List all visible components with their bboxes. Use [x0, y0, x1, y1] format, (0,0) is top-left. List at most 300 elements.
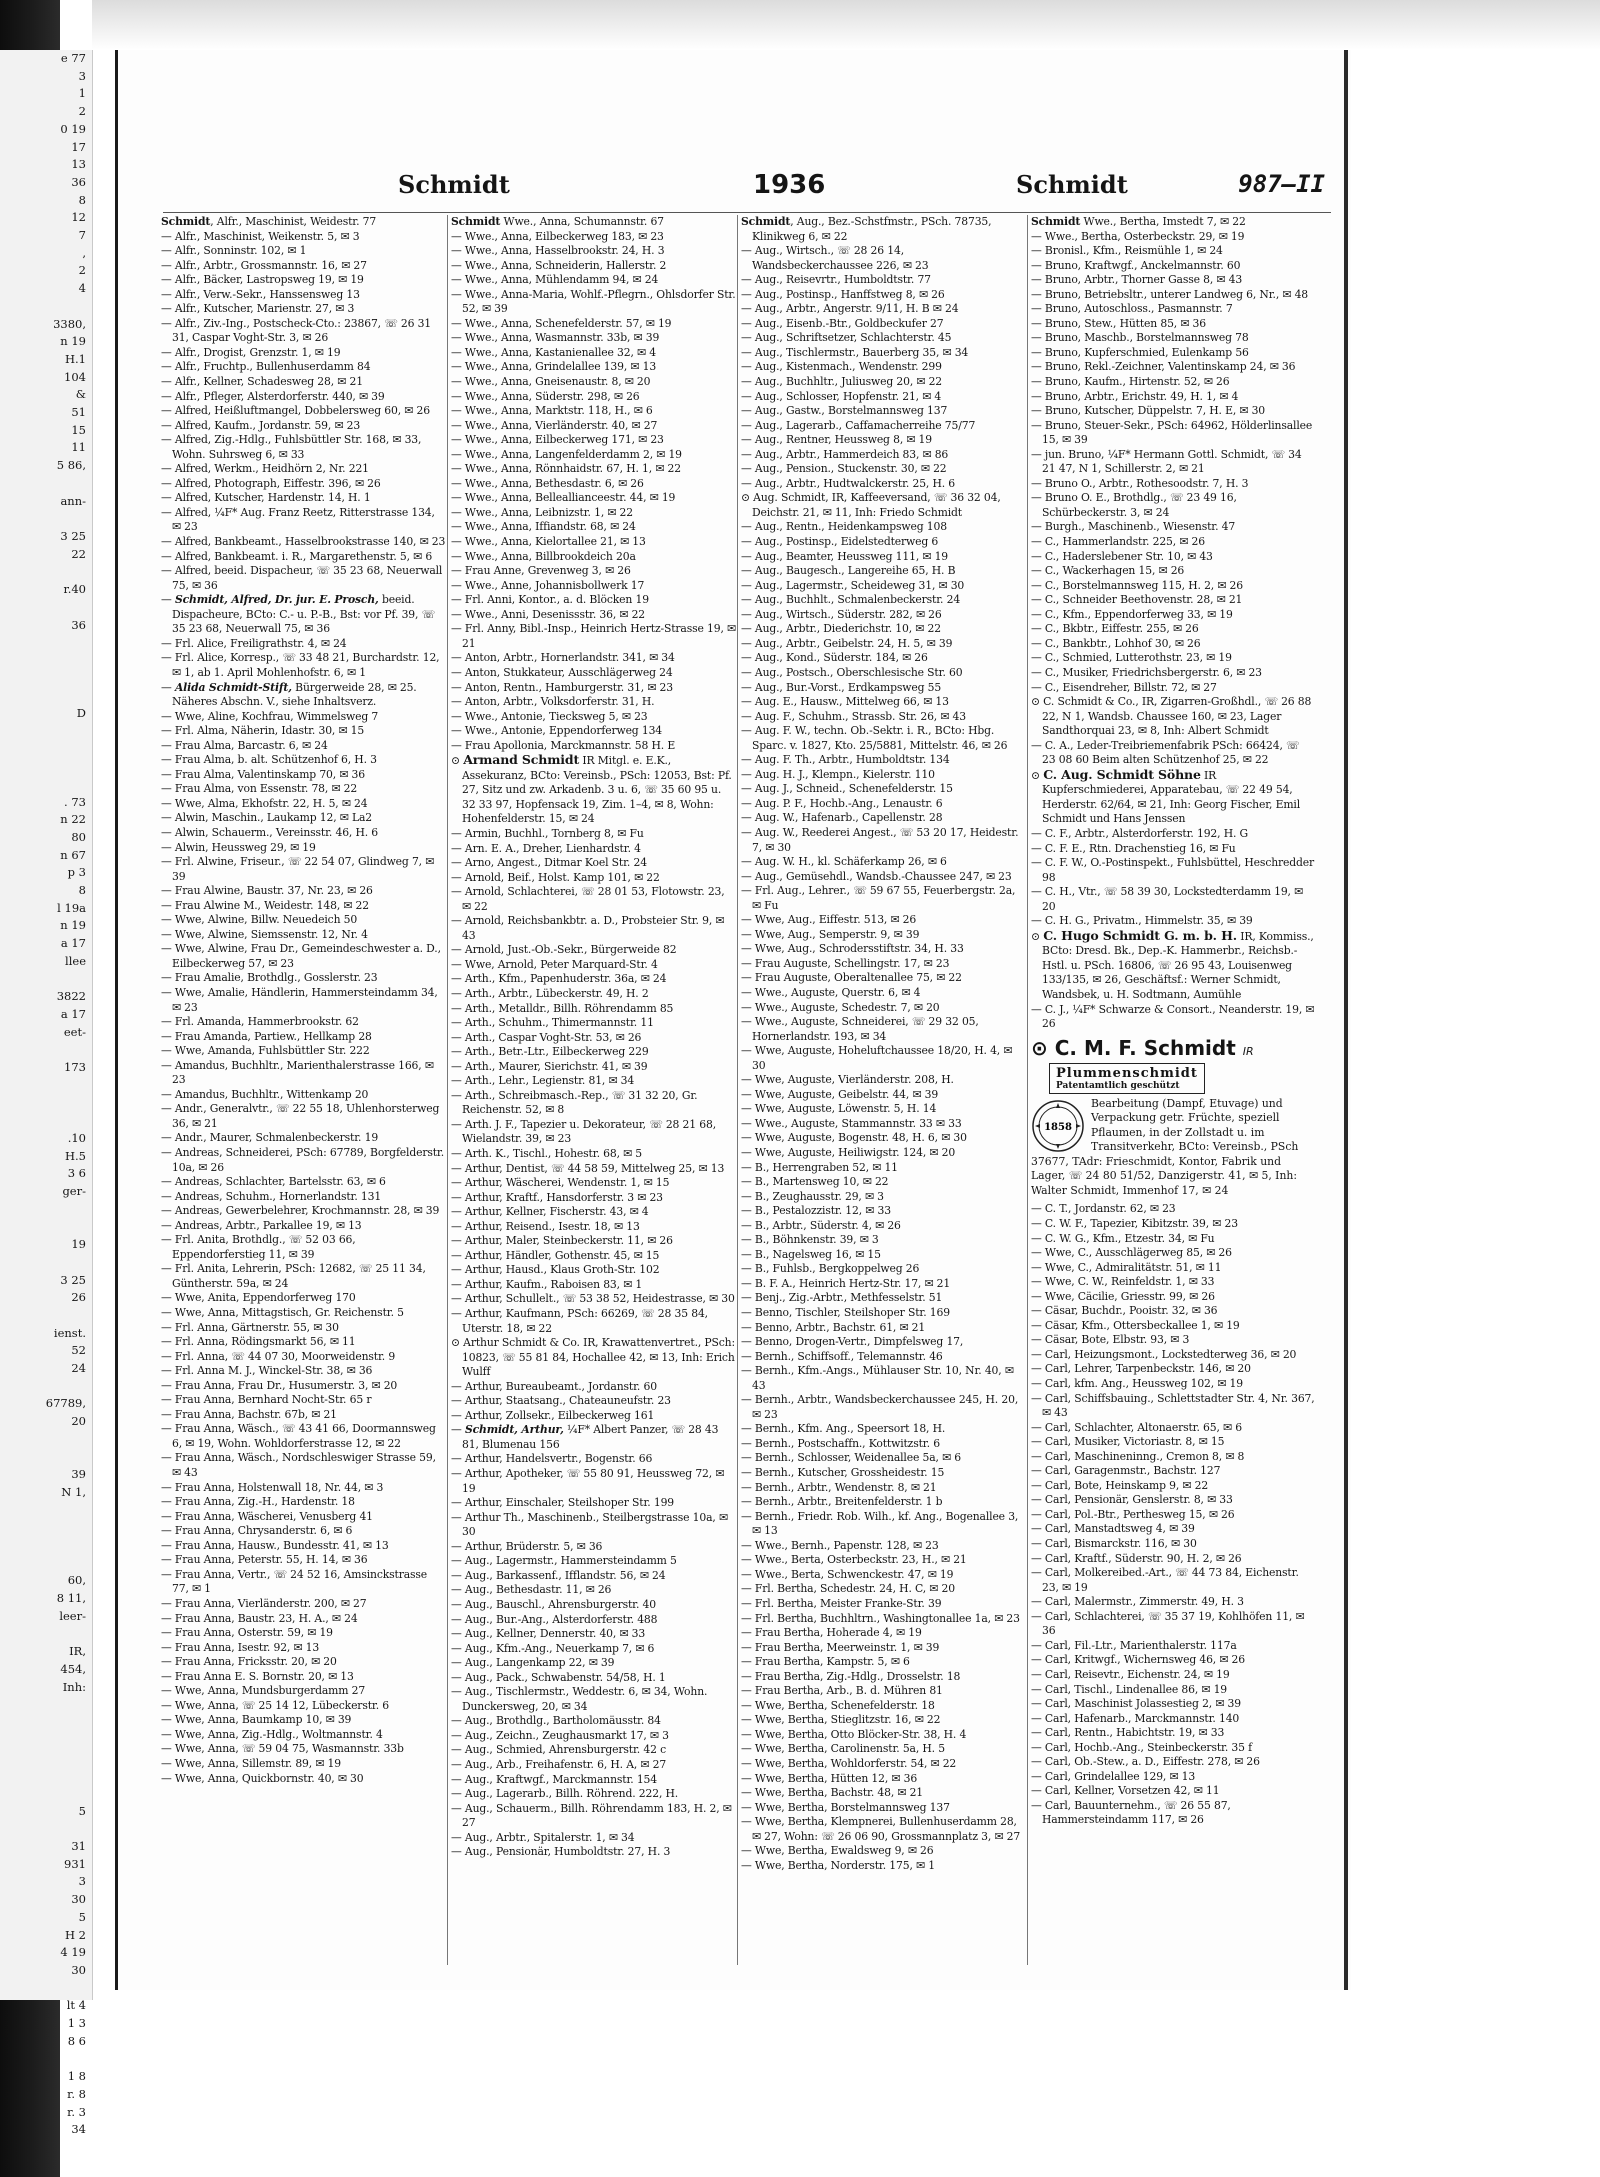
margin-fragment: p 3	[67, 865, 86, 880]
margin-fragment: 11	[71, 440, 86, 455]
margin-fragment: 34	[71, 2122, 86, 2137]
margin-fragment: 4	[78, 281, 86, 296]
directory-entry: — Aug., Tischlermstr., Weddestr. 6, ✉ 34, Wohn. Dunckersweg, 20, ✉ 34	[451, 1685, 708, 1713]
margin-fragment: leer-	[59, 1608, 86, 1623]
directory-entry: — Alfr., Drogist, Grenzstr. 1, ✉ 19	[161, 345, 341, 359]
column-2	[451, 215, 736, 1995]
directory-entry: ⊙ Aug. Schmidt, IR, Kaffeeversand, ☏ 36 32 04, Deichstr. 21, ✉ 11, Inh: Friedo Schmidt	[741, 491, 1001, 519]
directory-entry: — Carl, Lehrer, Tarpenbeckstr. 146, ✉ 20	[1031, 1362, 1251, 1376]
directory-entry: — Wwe, Anna, Sillemstr. 89, ✉ 19	[161, 1756, 341, 1770]
directory-entry: — Arth. K., Tischl., Hohestr. 68, ✉ 5	[451, 1147, 643, 1160]
directory-entry: — Frl. Anna M. J., Winckel-Str. 38, ✉ 36	[161, 1364, 373, 1378]
directory-entry: — Aug. H. J., Klempn., Kielerstr. 110	[741, 767, 935, 781]
directory-entry: — C., Hammerlandstr. 225, ✉ 26	[1031, 535, 1205, 549]
directory-entry: — Aug. P. F., Hochb.-Ang., Lenaustr. 6	[741, 796, 943, 810]
directory-entry: — Alfred, Werkm., Heidhörn 2, Nr. 221	[161, 462, 369, 476]
margin-fragment: 7	[78, 228, 86, 243]
directory-entry: — Aug., Zeichn., Zeughausmarkt 17, ✉ 3	[451, 1728, 669, 1742]
directory-entry: — Wwe, Bertha, Ewaldsweg 9, ✉ 26	[741, 1844, 934, 1858]
directory-entry: — Aug., Bur.-Vorst., Erdkampsweg 55	[741, 680, 942, 694]
trademark-box	[1049, 1063, 1205, 1094]
directory-entry: — Wwe, Bertha, Norderstr. 175, ✉ 1	[741, 1858, 935, 1872]
column-divider-3	[1027, 215, 1028, 1965]
directory-entry: — Wwe, Anna, ☏ 59 04 75, Wasmannstr. 33b	[161, 1742, 404, 1756]
margin-fragment	[0, 1714, 92, 1732]
header-rule	[163, 212, 1331, 213]
cmf-ad-text: Bearbeitung (Dampf, Etuvage) und Verpackung getr. Früchte, speziell Pflaumen, in der Zollstadt u. im Transitverkehr, BCto: Vereinsb., PSch 37677, TAdr: Frieschmidt, Kontor, Fabrik und Lager, ☏ 24 80 51/52, Danzigerstr. 41, ✉ 5, Inh: Walter Schmidt, Immenhof 17, ✉ 24	[1031, 1096, 1299, 1197]
directory-entry: — Arth., Schreibmasch.-Rep., ☏ 31 32 20, Gr. Reichenstr. 52, ✉ 8	[451, 1088, 698, 1117]
directory-entry: — Amandus, Buchhltr., Wittenkamp 20	[161, 1087, 369, 1101]
directory-entry: — Carl, Hafenarb., Marckmannstr. 140	[1031, 1711, 1240, 1725]
directory-entry: — Aug., Beamter, Heussweg 111, ✉ 19	[741, 549, 949, 563]
directory-entry: — Wwe, Bertha, Carolinenstr. 5a, H. 5	[741, 1742, 945, 1756]
directory-entry: — Aug. W., Reederei Angest., ☏ 53 20 17, Heidestr. 7, ✉ 30	[741, 825, 1019, 854]
header-year: 1936	[753, 170, 826, 200]
directory-entry: — Carl, Bauunternehm., ☏ 26 55 87, Hammersteindamm 117, ✉ 26	[1031, 1798, 1231, 1827]
margin-fragment	[0, 670, 92, 688]
directory-entry: — Bruno, Stew., Hütten 85, ✉ 36	[1031, 316, 1206, 330]
margin-fragment: 5 86,	[56, 458, 86, 473]
margin-fragment	[0, 1537, 92, 1555]
directory-entry: — Alfr., Sonninstr. 102, ✉ 1	[161, 244, 307, 258]
margin-fragment	[0, 1767, 92, 1785]
directory-entry: — Aug., Brothdlg., Bartholomäusstr. 84	[451, 1714, 661, 1728]
margin-fragment	[0, 758, 92, 776]
directory-entry: — Wwe., Anna, Schneiderin, Hallerstr. 2	[451, 258, 667, 272]
margin-fragment: 931	[64, 1856, 86, 1871]
directory-entry: — Aug., Arbtr., Hammerdeich 83, ✉ 86	[741, 447, 949, 461]
directory-entry: — Wwe., Berta, Osterbeckstr. 23, H., ✉ 21	[741, 1553, 967, 1567]
directory-entry: — Aug., Buchhlt., Schmalenbeckerstr. 24	[741, 593, 961, 607]
margin-fragment: N 1,	[61, 1484, 86, 1499]
directory-entry: — Arth., Metalldr., Billh. Röhrendamm 85	[451, 1001, 674, 1015]
directory-entry: — Wwe, Alwine, Billw. Neuedeich 50	[161, 913, 358, 927]
margin-fragment: 5	[78, 1909, 86, 1924]
directory-entry: — Bruno, Autoschloss., Pasmannstr. 7	[1031, 302, 1233, 316]
directory-entry: — Bernh., Postschaffn., Kottwitzstr. 6	[741, 1436, 940, 1450]
directory-entry: — Aug., Bethesdastr. 11, ✉ 26	[451, 1583, 612, 1597]
directory-entry: — Carl, Tischl., Lindenallee 86, ✉ 19	[1031, 1682, 1228, 1696]
directory-entry: — B., Zeughausstr. 29, ✉ 3	[741, 1189, 884, 1203]
directory-entry: — Arth., Caspar Voght-Str. 53, ✉ 26	[451, 1030, 642, 1044]
margin-fragment: 1 8	[67, 2069, 86, 2084]
directory-entry: ⊙ C. Hugo Schmidt G. m. b. H. IR, Kommiss., BCto: Dresd. Bk., Dep.-K. Hammerbr., Reichsb.-Hstl. u. PSch. 16806, ☏ 26 95 43, Louisenweg 133/135, ✉ 26, Geschäftsf.: Werner Schmidt, Wandsbek, u. H. Sodtmann, Aumühle	[1031, 927, 1314, 1001]
directory-entry: — Frau Alma, von Essenstr. 78, ✉ 22	[161, 782, 358, 796]
directory-entry: — Frau Anna, Holstenwall 18, Nr. 44, ✉ 3	[161, 1480, 384, 1494]
directory-entry: — Bronisl., Kfm., Reismühle 1, ✉ 24	[1031, 244, 1223, 258]
margin-fragment: 1	[78, 86, 86, 101]
directory-entry: — Wwe, Aug., Semperstr. 9, ✉ 39	[741, 927, 920, 941]
directory-entry: — Carl, Hochb.-Ang., Steinbeckerstr. 35 f	[1031, 1740, 1252, 1754]
margin-fragment: llee	[65, 953, 86, 968]
directory-entry: ⊙ Armand Schmidt IR Mitgl. e. E.K., Assekuranz, BCto: Vereinsb., PSch: 12053, Bst: Pf. 27, Sitz und zw. Arkadenb. 3 u. 6, ☏ 35 60 95 u. 32 33 97, Hopfensack 19, Zim. 1–4, ✉ 8, Wohn: Hohenfelderstr. 15, ✉ 24	[451, 752, 732, 826]
directory-entry: — C. F. W., O.-Postinspekt., Fuhlsbüttel, Heschredder 98	[1031, 856, 1315, 884]
margin-fragment: n 19	[60, 918, 86, 933]
directory-entry: — B. F. A., Heinrich Hertz-Str. 17, ✉ 21	[741, 1276, 951, 1290]
directory-entry: — C. T., Jordanstr. 62, ✉ 23	[1031, 1202, 1176, 1216]
directory-entry: — Frl. Bertha, Meister Franke-Str. 39	[741, 1596, 942, 1610]
directory-entry: — Wwe, Aug., Schrodersstiftstr. 34, H. 33	[741, 942, 964, 956]
directory-entry: — Wwe., Anna, Mühlendamm 94, ✉ 24	[451, 273, 659, 287]
margin-fragment	[0, 740, 92, 758]
directory-entry: — Aug., Arbtr., Hudtwalckerstr. 25, H. 6	[741, 476, 956, 490]
directory-entry: — Wwe, Anita, Eppendorferweg 170	[161, 1291, 356, 1305]
directory-entry: — Bruno O., Arbtr., Rothesoodstr. 7, H. 3	[1031, 476, 1249, 490]
directory-entry: — Carl, Pol.-Btr., Perthesweg 15, ✉ 26	[1031, 1507, 1235, 1521]
directory-entry: — Aug., Gastw., Borstelmannsweg 137	[741, 404, 948, 418]
directory-entry: — Aug., Schauerm., Billh. Röhrendamm 183, H. 2, ✉ 27	[451, 1801, 732, 1830]
directory-entry: — Alfr., Ziv.-Ing., Postscheck-Cto.: 23867, ☏ 26 31 31, Caspar Voght-Str. 3, ✉ 26	[161, 316, 432, 345]
directory-entry: — Frl. Anna, Rödingsmarkt 56, ✉ 11	[161, 1335, 356, 1349]
directory-entry: — Alfred, ¼F* Aug. Franz Reetz, Ritterstrasse 134, ✉ 23	[161, 505, 435, 534]
directory-entry: — Aug., Schmied, Ahrensburgerstr. 42 c	[451, 1743, 666, 1757]
directory-page	[115, 50, 1351, 1990]
directory-entry: — Bruno, Betriebsltr., unterer Landweg 6, Nr., ✉ 48	[1031, 287, 1309, 301]
directory-entry: — Carl, kfm. Ang., Heussweg 102, ✉ 19	[1031, 1377, 1243, 1391]
directory-entry: — B., Martensweg 10, ✉ 22	[741, 1175, 889, 1189]
directory-entry: — Aug., Kraftwgf., Marckmannstr. 154	[451, 1772, 657, 1786]
directory-entry: — Carl, Schlachterei, ☏ 35 37 19, Kohlhöfen 11, ✉ 36	[1031, 1609, 1305, 1638]
directory-entry: — Wwe., Bernh., Papenstr. 128, ✉ 23	[741, 1538, 939, 1552]
margin-fragment: 80	[71, 829, 86, 844]
directory-entry: — Arth., Lehr., Legienstr. 81, ✉ 34	[451, 1074, 635, 1088]
directory-entry: — Arthur, Reisend., Isestr. 18, ✉ 13	[451, 1219, 640, 1233]
directory-entry: — Andr., Maurer, Schmalenbeckerstr. 19	[161, 1131, 379, 1145]
margin-fragment	[0, 1732, 92, 1750]
previous-page-margin	[0, 50, 93, 2137]
directory-entry: — Bernh., Friedr. Rob. Wilh., kf. Ang., Bogenallee 3, ✉ 13	[741, 1509, 1019, 1538]
margin-fragment: 3380,	[53, 316, 86, 331]
margin-fragment: 30	[71, 1892, 86, 1907]
directory-entry: — Frau Anna, Vertr., ☏ 24 52 16, Amsinckstrasse 77, ✉ 1	[161, 1567, 428, 1596]
directory-entry: — Frau Bertha, Hoherade 4, ✉ 19	[741, 1626, 922, 1640]
directory-entry: — Alfr., Maschinist, Weikenstr. 5, ✉ 3	[161, 229, 360, 243]
directory-entry: — Arth., Arbtr., Lübeckerstr. 49, H. 2	[451, 986, 649, 1000]
directory-entry: — Aug., Barkassenf., Ifflandstr. 56, ✉ 24	[451, 1568, 666, 1582]
margin-fragment: 5	[78, 1803, 86, 1818]
directory-entry: — Wwe, C., Ausschlägerweg 85, ✉ 26	[1031, 1246, 1232, 1260]
directory-entry: — Carl, Ob.-Stew., a. D., Eiffestr. 278, ✉ 26	[1031, 1755, 1260, 1769]
directory-entry: — Bruno, Steuer-Sekr., PSch: 64962, Hölderlinsallee 15, ✉ 39	[1031, 418, 1313, 447]
directory-entry: — Aug., Kfm.-Ang., Neuerkamp 7, ✉ 6	[451, 1641, 655, 1655]
directory-entry: — Aug., Lagerarb., Billh. Röhrend. 222, H.	[451, 1787, 679, 1801]
directory-entry: — Aug., Langenkamp 22, ✉ 39	[451, 1656, 615, 1670]
margin-fragment: 2	[78, 263, 86, 278]
directory-entry: — Wwe, Bertha, Wohldorferstr. 54, ✉ 22	[741, 1756, 957, 1770]
directory-entry: — Wwe, Bertha, Hütten 12, ✉ 36	[741, 1771, 918, 1785]
directory-entry: — Arnold, Schlachterei, ☏ 28 01 53, Flotowstr. 23, ✉ 22	[451, 885, 725, 913]
directory-entry: — Aug. F. W., techn. Ob.-Sektr. i. R., BCto: Hbg. Sparc. v. 1827, Kto. 25/5881, Mittelstr. 46, ✉ 26	[741, 724, 1008, 752]
directory-entry: — Aug., Bauschl., Ahrensburgerstr. 40	[451, 1597, 656, 1611]
directory-entry: — Wwe, Bertha, Schenefelderstr. 18	[741, 1698, 935, 1712]
directory-entry: — Cäsar, Bote, Elbstr. 93, ✉ 3	[1031, 1333, 1190, 1347]
margin-fragment: n 19	[60, 334, 86, 349]
margin-fragment: 8	[78, 192, 86, 207]
header-page-number: 987—II	[1238, 170, 1325, 198]
directory-entry: — Benno, Drogen-Vertr., Dimpfelsweg 17,	[741, 1335, 964, 1349]
directory-entry: — Carl, Malermstr., Zimmerstr. 49, H. 3	[1031, 1595, 1244, 1609]
seal-icon	[1031, 1099, 1085, 1153]
margin-fragment: 24	[71, 1361, 86, 1376]
directory-entry: — Cäsar, Kfm., Ottersbeckallee 1, ✉ 19	[1031, 1318, 1240, 1332]
directory-entry: — Arth. J. F., Tapezier u. Dekorateur, ☏ 28 21 68, Wielandstr. 39, ✉ 23	[451, 1117, 716, 1146]
directory-entry: — Alfred, Bankbeamt. i. R., Margarethenstr. 5, ✉ 6	[161, 549, 433, 563]
margin-fragment	[0, 1449, 92, 1467]
column-4-entries-continued	[1031, 1202, 1316, 1828]
directory-entry: — Wwe., Anna, Eilbeckerweg 171, ✉ 23	[451, 433, 664, 447]
margin-fragment: 12	[71, 210, 86, 225]
page-edge	[1344, 50, 1348, 1990]
directory-entry: — Wwe., Anna, Grindelallee 139, ✉ 13	[451, 360, 657, 374]
directory-entry: — Arn. E. A., Dreher, Lienhardstr. 4	[451, 841, 641, 855]
directory-entry: — Bruno, Arbtr., Erichstr. 49, H. 1, ✉ 4	[1031, 389, 1239, 403]
directory-entry: — Anton, Arbtr., Hornerlandstr. 341, ✉ 34	[451, 651, 675, 665]
directory-entry: — Frau Anne, Grevenweg 3, ✉ 26	[451, 564, 631, 578]
trademark-name: Plummenschmidt	[1056, 1065, 1198, 1081]
directory-entry: — Amandus, Buchhltr., Marienthalerstrasse 166, ✉ 23	[161, 1058, 434, 1087]
directory-entry: — Aug., Lagerarb., Caffamacherreihe 75/77	[741, 418, 976, 432]
margin-fragment: r. 8	[67, 2086, 86, 2101]
directory-entry: — Alfr., Verw.-Sekr., Hanssensweg 13	[161, 287, 360, 301]
directory-entry: — Aug., Bur.-Ang., Alsterdorferstr. 488	[451, 1612, 658, 1626]
directory-entry: — Frau Anna, Vierländerstr. 200, ✉ 27	[161, 1596, 367, 1610]
margin-fragment: . 73	[64, 794, 86, 809]
directory-entry: — Frl. Bertha, Buchhltrn., Washingtonallee 1a, ✉ 23	[741, 1611, 1020, 1625]
directory-entry: — Aug. W. H., kl. Schäferkamp 26, ✉ 6	[741, 855, 947, 869]
margin-fragment: 8 6	[67, 2033, 86, 2048]
directory-entry: — Wwe., Anna, Gneisenaustr. 8, ✉ 20	[451, 375, 651, 389]
directory-entry: — B., Herrengraben 52, ✉ 11	[741, 1160, 898, 1174]
margin-fragment: 8	[78, 883, 86, 898]
margin-fragment: 67789,	[45, 1396, 86, 1411]
directory-entry: — Arthur, Kaufm., Raboisen 83, ✉ 1	[451, 1277, 643, 1291]
margin-fragment: a 17	[60, 936, 86, 951]
column-4	[1031, 215, 1316, 1995]
directory-entry: — Bruno O. E., Brothdlg., ☏ 23 49 16, Schürbeckerstr. 3, ✉ 24	[1031, 491, 1237, 519]
directory-entry: — Frl. Alice, Freiligrathstr. 4, ✉ 24	[161, 636, 347, 650]
directory-entry: — Aug., Kistenmach., Wendenstr. 299	[741, 360, 942, 374]
directory-entry: — C., Schmied, Lutterothstr. 23, ✉ 19	[1031, 651, 1232, 665]
margin-fragment: 3 25	[60, 528, 86, 543]
directory-entry: — Armin, Buchhl., Tornberg 8, ✉ Fu	[451, 826, 644, 840]
directory-entry: — Carl, Bismarckstr. 116, ✉ 30	[1031, 1537, 1197, 1551]
directory-entry: — Wwe., Bertha, Osterbeckstr. 29, ✉ 19	[1031, 229, 1245, 243]
margin-fragment: eet-	[63, 1024, 86, 1039]
directory-entry: — Bruno, Kutscher, Düppelstr. 7, H. E, ✉ 30	[1031, 404, 1266, 418]
directory-entry: — C., Haderslebener Str. 10, ✉ 43	[1031, 549, 1213, 563]
directory-entry: — Wwe., Anna, Süderstr. 298, ✉ 26	[451, 389, 640, 403]
directory-entry: — Carl, Reisevtr., Eichenstr. 24, ✉ 19	[1031, 1667, 1230, 1681]
directory-entry: — Frau Auguste, Oberaltenallee 75, ✉ 22	[741, 971, 962, 985]
directory-entry: — Carl, Pensionär, Genslerstr. 8, ✉ 33	[1031, 1493, 1233, 1507]
margin-fragment: 51	[71, 405, 86, 420]
cmf-schmidt-advertisement	[1031, 1036, 1316, 1199]
margin-fragment: Inh:	[62, 1679, 86, 1694]
margin-fragment: 20	[71, 1414, 86, 1429]
directory-entry: — Aug., Arb., Freihafenstr. 6, H. A, ✉ 27	[451, 1757, 667, 1771]
directory-entry: — Frau Bertha, Zig.-Hdlg., Drosselstr. 18	[741, 1669, 961, 1683]
directory-entry: — Wwe., Auguste, Querstr. 6, ✉ 4	[741, 985, 921, 999]
directory-entry: — Frau Anna, Isestr. 92, ✉ 13	[161, 1640, 320, 1654]
directory-entry: — C., Eisendreher, Billstr. 72, ✉ 27	[1031, 680, 1217, 694]
margin-fragment: ger-	[62, 1184, 86, 1198]
directory-entry: — Wwe., Auguste, Stammannstr. 33 ✉ 33	[741, 1116, 962, 1130]
margin-fragment: 26	[71, 1290, 86, 1305]
directory-entry: — Arth., Betr.-Ltr., Eilbeckerweg 229	[451, 1045, 649, 1059]
directory-entry: — Carl, Molkereibed.-Art., ☏ 44 73 84, Eichenstr. 23, ✉ 19	[1031, 1566, 1299, 1594]
directory-entry: — Andreas, Schneiderei, PSch: 67789, Borgfelderstr. 10a, ✉ 26	[161, 1146, 445, 1174]
directory-entry: — Wwe., Anna, Kielortallee 21, ✉ 13	[451, 535, 646, 549]
directory-entry: — Aug., Kellner, Dennerstr. 40, ✉ 33	[451, 1627, 646, 1641]
margin-fragment: n 22	[60, 812, 86, 827]
directory-entry: — Wwe, Anna, Mundsburgerdamm 27	[161, 1684, 366, 1698]
margin-fragment: 8 11,	[56, 1591, 86, 1606]
directory-entry: — Wwe., Anna, Eilbeckerweg 183, ✉ 23	[451, 229, 664, 243]
directory-entry: — Wwe., Anna, Schenefelderstr. 57, ✉ 19	[451, 316, 672, 330]
margin-fragment: D	[76, 706, 86, 721]
directory-entry: — Alfred, Zig.-Hdlg., Fuhlsbüttler Str. 168, ✉ 33, Wohn. Suhrsweg 6, ✉ 33	[161, 433, 422, 461]
directory-entry: — Arthur, Wäscherei, Wendenstr. 1, ✉ 15	[451, 1176, 670, 1190]
margin-fragment: .10	[67, 1130, 86, 1145]
directory-entry: — Wwe, Bertha, Otto Blöcker-Str. 38, H. 4	[741, 1727, 967, 1741]
margin-fragment: 3	[78, 1874, 86, 1889]
directory-entry: — Aug., Rentn., Heidenkampsweg 108	[741, 520, 947, 534]
directory-entry: — Benno, Arbtr., Bachstr. 61, ✉ 21	[741, 1320, 926, 1334]
directory-entry: — Alfr., Pfleger, Alsterdorferstr. 440, ✉ 39	[161, 389, 385, 403]
directory-entry: — Frl. Anni, Kontor., a. d. Blöcken 19	[451, 593, 649, 607]
directory-entry: — Frau Anna, Frau Dr., Husumerstr. 3, ✉ 20	[161, 1378, 398, 1392]
directory-entry: — Wwe, Anna, Baumkamp 10, ✉ 39	[161, 1713, 352, 1727]
directory-entry: — Arthur, Apotheker, ☏ 55 80 91, Heussweg 72, ✉ 19	[451, 1467, 725, 1495]
directory-entry: — Wwe, Auguste, Geibelstr. 44, ✉ 39	[741, 1087, 939, 1101]
directory-entry: — Aug., Postinsp., Hanffstweg 8, ✉ 26	[741, 287, 945, 301]
directory-entry: — Wwe, Amanda, Fuhlsbüttler Str. 222	[161, 1044, 370, 1058]
directory-entry: — Carl, Rentn., Habichtstr. 19, ✉ 33	[1031, 1726, 1225, 1740]
directory-entry: — Aug., Pensionär, Humboldtstr. 27, H. 3	[451, 1845, 671, 1859]
directory-entry: — Carl, Schiffsbauing., Schlettstadter Str. 4, Nr. 367, ✉ 43	[1031, 1391, 1315, 1420]
directory-entry: — Aug., Lagermstr., Scheideweg 31, ✉ 30	[741, 578, 965, 592]
margin-fragment: 31	[71, 1839, 86, 1854]
directory-entry: — Andreas, Gewerbelehrer, Krochmannstr. 28, ✉ 39	[161, 1204, 440, 1218]
directory-entry: — Wwe., Anna, Iffiandstr. 68, ✉ 24	[451, 520, 636, 534]
margin-fragment: 3 25	[60, 1272, 86, 1287]
directory-entry: — Arthur, Dentist, ☏ 44 58 59, Mittelweg 25, ✉ 13	[451, 1161, 725, 1175]
directory-entry: — Bernh., Arbtr., Wandsbeckerchaussee 245, H. 20, ✉ 23	[741, 1393, 1019, 1421]
directory-entry: — Alwin, Maschin., Laukamp 12, ✉ La2	[161, 811, 373, 825]
margin-fragment: 15	[71, 422, 86, 437]
directory-entry: — Bernh., Schiffsoff., Telemannstr. 46	[741, 1349, 943, 1363]
margin-fragment: H.1	[64, 351, 86, 366]
directory-entry: — Wwe, Bertha, Bachstr. 48, ✉ 21	[741, 1786, 924, 1800]
directory-entry: — Frau Auguste, Schellingstr. 17, ✉ 23	[741, 956, 950, 970]
directory-entry: — Bruno, Kraftwgf., Anckelmannstr. 60	[1031, 258, 1241, 272]
margin-fragment: 454,	[60, 1661, 86, 1676]
directory-entry: — Frau Anna, Chrysanderstr. 6, ✉ 6	[161, 1524, 353, 1538]
directory-entry: — Frau Amalie, Brothdlg., Gosslerstr. 23	[161, 971, 378, 985]
directory-entry: — Alfr., Kutscher, Marienstr. 27, ✉ 3	[161, 302, 355, 316]
margin-fragment	[0, 1626, 92, 1644]
directory-entry: — Aug., Arbtr., Angerstr. 9/11, H. B ✉ 24	[741, 302, 959, 316]
margin-fragment	[0, 1307, 92, 1325]
directory-entry: — Frau Bertha, Arb., B. d. Mühren 81	[741, 1684, 943, 1698]
margin-fragment: 60,	[67, 1573, 86, 1588]
directory-entry: — Arnold, Just.-Ob.-Sekr., Bürgerweide 82	[451, 943, 677, 957]
margin-fragment	[0, 1218, 92, 1236]
directory-entry: — Frl. Aug., Lehrer., ☏ 59 67 55, Feuerbergstr. 2a, ✉ Fu	[741, 884, 1016, 912]
cmf-ad-title: ⊙ C. M. F. Schmidt	[1031, 1035, 1236, 1060]
directory-entry: — Arthur, Zollsekr., Eilbeckerweg 161	[451, 1408, 655, 1422]
directory-entry: — Wwe, Amalie, Händlerin, Hammersteindamm 34, ✉ 23	[161, 985, 438, 1014]
directory-entry: — Frau Anna, Bachstr. 67b, ✉ 21	[161, 1407, 337, 1421]
directory-entry: — Wwe., Anna, Wasmannstr. 33b, ✉ 39	[451, 331, 660, 345]
margin-fragment: IR,	[69, 1644, 86, 1659]
directory-entry: — Wwe, Auguste, Hoheluftchaussee 18/20, H. 4, ✉ 30	[741, 1044, 1013, 1072]
margin-fragment	[0, 1201, 92, 1219]
directory-entry: — Wwe., Anna, Kastanienallee 32, ✉ 4	[451, 345, 656, 359]
directory-entry: — Arth., Kfm., Papenhuderstr. 36a, ✉ 24	[451, 972, 667, 986]
directory-entry: — Anton, Stukkateur, Ausschlägerweg 24	[451, 665, 673, 679]
directory-entry: — C. J., ¼F* Schwarze & Consort., Neanderstr. 19, ✉ 26	[1031, 1002, 1315, 1031]
directory-entry: — C. F. E., Rtn. Drachenstieg 16, ✉ Fu	[1031, 841, 1236, 855]
directory-entry: — Wwe, Alwine, Siemssenstr. 12, Nr. 4	[161, 927, 368, 941]
directory-entry: — Arthur, Brüderstr. 5, ✉ 36	[451, 1539, 603, 1553]
directory-entry: — Arthur, Einschaler, Steilshoper Str. 199	[451, 1496, 675, 1510]
directory-entry: — Wwe., Berta, Schwenckestr. 47, ✉ 19	[741, 1567, 954, 1581]
directory-entry: — B., Pestalozzistr. 12, ✉ 33	[741, 1204, 891, 1218]
directory-entry: — Anton, Arbtr., Volksdorferstr. 31, H.	[451, 695, 655, 709]
directory-entry: — Alida Schmidt-Stift, Bürgerweide 28, ✉ 25. Näheres Abschn. V., siehe Inhaltsverz.	[161, 680, 417, 709]
margin-fragment	[0, 723, 92, 741]
directory-entry: — Carl, Kraftf., Süderstr. 90, H. 2, ✉ 26	[1031, 1551, 1242, 1565]
directory-entry: — Aug., Buchhltr., Juliusweg 20, ✉ 22	[741, 375, 943, 389]
directory-entry: — C., Musiker, Friedrichsbergerstr. 6, ✉ 23	[1031, 665, 1262, 679]
directory-entry: — Aug. F. Th., Arbtr., Humboldtstr. 134	[741, 753, 950, 767]
margin-fragment	[0, 687, 92, 705]
directory-entry: — Wwe, Aug., Eiffestr. 513, ✉ 26	[741, 913, 917, 927]
directory-entry: — Bruno, Maschb., Borstelmannsweg 78	[1031, 331, 1249, 345]
margin-fragment	[0, 634, 92, 652]
page-header	[163, 170, 1331, 210]
directory-entry: — Arthur, Maler, Steinbeckerstr. 11, ✉ 26	[451, 1234, 673, 1248]
directory-entry: — B., Arbtr., Süderstr. 4, ✉ 26	[741, 1218, 901, 1232]
directory-entry: — Wwe, Alwine, Frau Dr., Gemeindeschwester a. D., Eilbeckerweg 57, ✉ 23	[161, 942, 441, 970]
margin-fragment: 1 3	[67, 2016, 86, 2031]
directory-entry: — C., Bkbtr., Eiffestr. 255, ✉ 26	[1031, 622, 1199, 636]
directory-entry: — Wwe, Auguste, Vierländerstr. 208, H.	[741, 1073, 954, 1087]
directory-entry: — Arthur, Kellner, Fischerstr. 43, ✉ 4	[451, 1205, 649, 1219]
directory-entry: — Aug., Postinsp., Eidelstedterweg 6	[741, 535, 939, 549]
directory-entry: — Alfr., Fruchtp., Bullenhuserdamm 84	[161, 360, 371, 374]
directory-entry: — C. H., Vtr., ☏ 58 39 30, Lockstedterdamm 19, ✉ 20	[1031, 885, 1304, 913]
directory-entry: — Cäsar, Buchdr., Pooistr. 32, ✉ 36	[1031, 1304, 1218, 1318]
directory-entry: — Andreas, Schuhm., Hornerlandstr. 131	[161, 1189, 382, 1203]
margin-fragment: 30	[71, 1962, 86, 1977]
directory-entry: — Alfr., Bäcker, Lastropsweg 19, ✉ 19	[161, 273, 364, 287]
margin-fragment	[0, 1254, 92, 1272]
margin-fragment: 19	[71, 1237, 86, 1252]
column-1	[161, 215, 446, 1995]
directory-entry: — Arthur Th., Maschinenb., Steilbergstrasse 10a, ✉ 30	[451, 1510, 728, 1539]
directory-entry: — Aug., Eisenb.-Btr., Goldbeckufer 27	[741, 316, 944, 330]
directory-entry: — Frau Anna, Wäscherei, Venusberg 41	[161, 1509, 373, 1523]
directory-entry: — Frau Anna, Wäsch., ☏ 43 41 66, Doormannsweg 6, ✉ 19, Wohn. Wohldorferstrasse 12, ✉ 22	[161, 1422, 436, 1450]
margin-fragment	[0, 1555, 92, 1573]
directory-entry: — Alfred, beeid. Dispacheur, ☏ 35 23 68, Neuerwall 75, ✉ 36	[161, 564, 443, 592]
directory-entry: — Aug., Reisevrtr., Humboldtstr. 77	[741, 273, 931, 287]
margin-fragment: 104	[64, 369, 86, 384]
directory-entry: — Bernh., Arbtr., Breitenfelderstr. 1 b	[741, 1495, 943, 1509]
directory-entry: — Aug. F., Schuhm., Strassb. Str. 26, ✉ 43	[741, 709, 966, 723]
